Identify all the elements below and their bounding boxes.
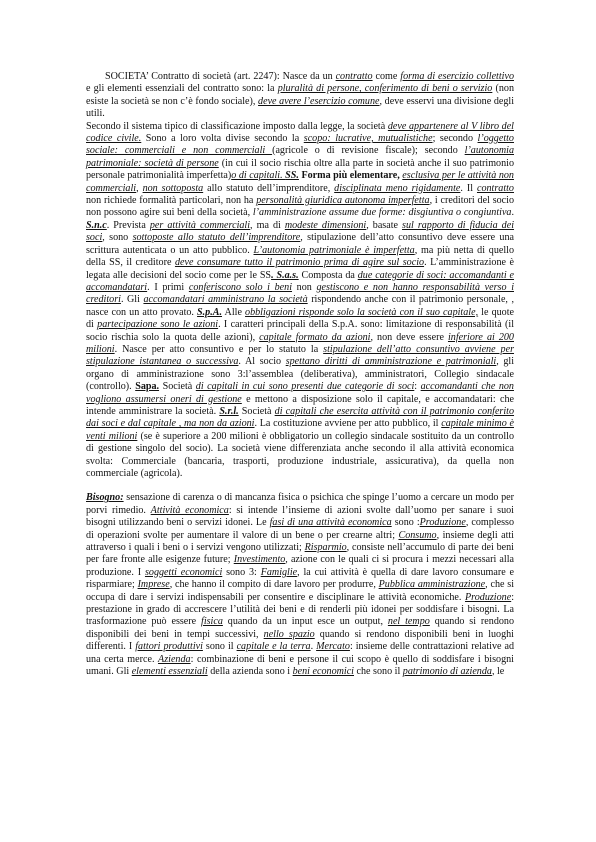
- body-text: Società: [238, 405, 275, 417]
- paragraph: [86, 121, 514, 481]
- body-text: , stipulazione dell’atto consuntivo deve essere una scrittura autenticata o un atto pubblico.: [86, 232, 514, 256]
- emphasized-text: l’autonomia patrimoniale: società di persone: [86, 145, 514, 169]
- emphasized-text: per attività commerciali: [149, 219, 251, 231]
- emphasized-text: accomandanti che non vogliono assumersi oneri di gestione: [86, 381, 514, 405]
- emphasized-text: sottoposte allo statuto dell’imprenditore: [132, 232, 301, 244]
- emphasized-text: Attività economica: [150, 504, 229, 516]
- emphasized-text: obbligazioni risponde solo la società con il suo capitale,: [245, 306, 479, 318]
- body-text: Alle: [222, 306, 246, 318]
- emphasized-text: Produzione: [419, 517, 466, 529]
- body-text: : combinazione di beni e persone il cui scopo è quello di soddisfare i bisogni umani. Gli: [86, 653, 514, 678]
- emphasized-text: Risparmio: [304, 542, 347, 554]
- body-text: le quote di: [86, 306, 514, 331]
- emphasized-text: nello spazio: [263, 628, 315, 640]
- emphasized-text: deve avere l’esercizio comune: [258, 95, 380, 107]
- emphasized-text: contratto: [476, 182, 514, 194]
- emphasized-text: capitale formato da azioni: [259, 331, 371, 343]
- body-text: : prestazione in grado di accrescere l’utilità dei beni e di renderli più idonei per soddisfare i bisogni. La trasformazione può essere: [86, 591, 514, 628]
- emphasized-text: conferiscono solo i beni: [188, 281, 293, 293]
- paragraph-spacer: [86, 480, 514, 492]
- body-text: che sono il: [354, 666, 403, 678]
- body-text: : si intende l’insieme di azioni svolte dall’uomo per sanare i suoi bisogni utilizzando beni o servizi idonei. Le: [86, 504, 514, 529]
- body-text: SOCIETA’ Contratto di società (art. 2247): Nasce da un: [105, 71, 336, 82]
- body-text: allo statuto dell’imprenditore,: [203, 182, 335, 194]
- body-text: rispondendo anche con il patrimonio personale, , nasce con un atto provato.: [86, 294, 514, 318]
- emphasized-text: l’amministrazione assume due forme: disgiuntiva o congiuntiva: [252, 207, 512, 219]
- emphasized-text: inferiore ai 200 milioni: [86, 331, 514, 355]
- emphasized-text: Imprese: [137, 579, 170, 591]
- body-text: (in cui il socio rischia oltre alla parte in società anche il suo patrimonio personale patrimonialità imperfetta): [86, 157, 515, 182]
- emphasized-text: di capitali che esercita attività con il patrimonio conferito dai soci e dal capitale , ma non da azioni: [86, 405, 515, 430]
- emphasized-text: Bisogno:: [86, 492, 124, 504]
- body-text: Composta da: [298, 269, 358, 281]
- body-text: (non esiste la società se non c’è fondo sociale),: [86, 83, 514, 107]
- body-text: della azienda sono i: [207, 666, 293, 678]
- body-text: , deve esservi una divisione degli utili.: [86, 95, 514, 120]
- emphasized-text: pluralità di persone, conferimento di beni o servizio: [277, 83, 493, 95]
- emphasized-text: Forma più elementare,: [298, 170, 403, 182]
- body-text: non richiede formalità particolari, non ha: [86, 195, 257, 207]
- body-text: , complesso di operazioni svolte per aumentare il valore di un bene o per crearne altri;: [86, 517, 514, 541]
- emphasized-text: elementi essenziali: [131, 666, 208, 678]
- body-text: sono 3:: [222, 566, 261, 578]
- emphasized-text: SS.: [285, 170, 299, 182]
- emphasized-text: Sapa.: [135, 381, 160, 393]
- body-text: .: [511, 207, 515, 219]
- emphasized-text: non sottoposta: [142, 182, 204, 194]
- emphasized-text: capitale minimo è venti milioni: [86, 418, 514, 442]
- emphasized-text: modeste dimensioni: [284, 219, 367, 231]
- emphasized-text: fisica: [201, 616, 223, 628]
- body-text: . L’amministrazione è legata alle decisioni del socio come per le SS: [86, 257, 514, 281]
- emphasized-text: S.p.A.: [197, 306, 223, 318]
- body-text: , non deve essere: [370, 331, 448, 343]
- body-text: . I primi: [147, 281, 189, 293]
- body-text: , sono: [102, 232, 133, 244]
- body-text: : insieme delle contrattazioni relative ad una certa merce.: [86, 641, 514, 665]
- body-text: Sono a loro volta divise secondo la: [141, 133, 304, 145]
- emphasized-text: due categorie di soci: accomandanti e accomandatari: [86, 269, 514, 293]
- body-text: quando da un input esce un output,: [222, 616, 388, 628]
- body-text: . La costituzione avviene per atto pubblico, il: [254, 418, 442, 430]
- body-text: . Al socio: [238, 356, 286, 368]
- body-text: , che si occupa di dare i servizi indispensabili per consentire e disciplinare le attività economiche.: [86, 579, 515, 603]
- emphasized-text: partecipazione sono le azioni: [97, 319, 219, 331]
- body-text: . Il: [460, 182, 477, 194]
- emphasized-text: fasi di una attività economica: [269, 517, 392, 529]
- body-text: . Nasce per atto consuntivo e per lo statuto la: [114, 343, 324, 355]
- body-text: e mettono a disposizione solo il capitale, e accomandatari: che intende amministrare la società.: [86, 393, 514, 417]
- emphasized-text: S.r.l.: [219, 405, 239, 417]
- emphasized-text: L’autonomia patrimoniale è imperfetta: [253, 244, 415, 256]
- emphasized-text: gestiscono e non hanno responsabilità verso i creditori: [86, 281, 514, 306]
- body-text: quando si rendono disponibili beni in luoghi differenti. I: [86, 628, 514, 653]
- emphasized-text: capitale e la terra: [236, 641, 311, 653]
- body-text: quando si rendono disponibili dei beni in tempi successivi,: [86, 616, 515, 640]
- emphasized-text: S.n.c: [86, 219, 107, 231]
- document-body: [86, 71, 514, 679]
- emphasized-text: . S.a.s.: [271, 269, 299, 281]
- body-text: , azione con le quali ci si procura i mezzi necessari alla produzione. I: [86, 554, 514, 578]
- body-text: (agricole o di revisione fiscale); secondo: [272, 145, 465, 157]
- emphasized-text: soggetti economici: [144, 566, 223, 578]
- body-text: Società: [159, 381, 196, 393]
- body-text: . Prevista: [106, 219, 150, 231]
- emphasized-text: esclusiva per le attività non commerciali: [86, 170, 514, 194]
- emphasized-text: o di capitali.: [231, 170, 286, 182]
- emphasized-text: Consumo: [398, 529, 437, 541]
- body-text: non: [292, 281, 317, 293]
- body-text: , consiste nell’accumulo di parte dei beni per fare fronte alle esigenze future;: [86, 542, 514, 566]
- emphasized-text: nel tempo: [387, 616, 430, 628]
- emphasized-text: fattori produttivi: [135, 641, 203, 653]
- emphasized-text: Produzione: [465, 591, 512, 603]
- body-text: (se è superiore a 200 milioni è obbligatorio un collegio sindacale sostituito da un controllo di gestione singolo del socio). La società viene differenziata anche secondo il alla attività economica svolta: Commerciale (bancaria, trasporti, produzione industriale, assicurativa), da quella non commerciale (agricola).: [86, 430, 514, 479]
- body-text: . I caratteri principali della S.p.A. sono: limitazione di responsabilità (il socio rischia solo la quota delle azioni),: [86, 319, 515, 343]
- body-text: , le: [491, 666, 505, 678]
- body-text: , i creditori del socio non possono agire sui beni della società,: [86, 195, 514, 219]
- body-text: , gli organo di amministrazione sono 3:l’assemblea (deliberativa), amministratori, Collegio sindacale (controllo).: [86, 356, 515, 393]
- emphasized-text: l’oggetto sociale: commerciali e non commerciali: [86, 133, 514, 157]
- body-text: :: [414, 381, 421, 393]
- body-text: .: [310, 641, 317, 653]
- body-text: , ma di: [250, 219, 285, 231]
- emphasized-text: deve appartenere al V libro del codice civile.: [86, 120, 514, 145]
- emphasized-text: scopo: lucrative, mutualistiche: [303, 133, 433, 145]
- body-text: , la cui attività è quella di dare lavoro consumare e risparmiare;: [86, 566, 514, 591]
- body-text: ,: [136, 182, 143, 194]
- emphasized-text: Pubblica amministrazione: [378, 579, 486, 591]
- emphasized-text: personalità giuridica autonoma imperfetta: [256, 195, 430, 207]
- body-text: e gli elementi essenziali del contratto sono: la: [86, 83, 278, 95]
- emphasized-text: accomandatari amministrano la società: [143, 294, 308, 306]
- emphasized-text: sul rapporto di fiducia dei soci: [86, 219, 515, 244]
- body-text: , che hanno il compito di dare lavoro per produrre,: [169, 579, 379, 591]
- body-text: sono :: [391, 517, 420, 529]
- emphasized-text: patrimonio di azienda: [402, 666, 492, 678]
- emphasized-text: Investimento: [233, 554, 286, 566]
- emphasized-text: spettano diritti di amministrazione e patrimoniali: [285, 356, 497, 368]
- emphasized-text: forma di esercizio collettivo: [400, 71, 514, 82]
- body-text: sono il: [202, 641, 237, 653]
- body-text: , basate: [366, 219, 403, 231]
- paragraph: [86, 71, 514, 121]
- emphasized-text: Mercato: [316, 641, 350, 653]
- body-text: , insieme degli atti attraverso i quali i beni o i servizi vengono utilizzati;: [86, 529, 514, 554]
- body-text: sensazione di carenza o di mancanza fisica o psichica che spinge l’uomo a cercare un modo per porvi rimedio.: [86, 492, 514, 516]
- emphasized-text: di capitali in cui sono presenti due categorie di soci: [195, 381, 415, 393]
- body-text: ; secondo: [432, 133, 478, 145]
- emphasized-text: stipulazione dell’atto consuntivo avviene per stipulazione istantanea o successiva: [86, 343, 514, 368]
- emphasized-text: disciplinata meno rigidamente: [334, 182, 461, 194]
- emphasized-text: Famiglie: [260, 566, 298, 578]
- emphasized-text: deve consumare tutto il patrimonio prima di agire sul socio: [174, 257, 425, 269]
- body-text: Secondo il sistema tipico di classificazione imposto dalla legge, la società: [86, 120, 388, 132]
- emphasized-text: beni economici: [292, 666, 354, 678]
- emphasized-text: Azienda: [158, 653, 191, 665]
- body-text: come: [372, 71, 401, 82]
- paragraph: [86, 492, 514, 678]
- body-text: . Gli: [120, 294, 144, 306]
- body-text: , ma più netta di quello della SS, il creditore: [86, 244, 515, 269]
- emphasized-text: contratto: [335, 71, 373, 82]
